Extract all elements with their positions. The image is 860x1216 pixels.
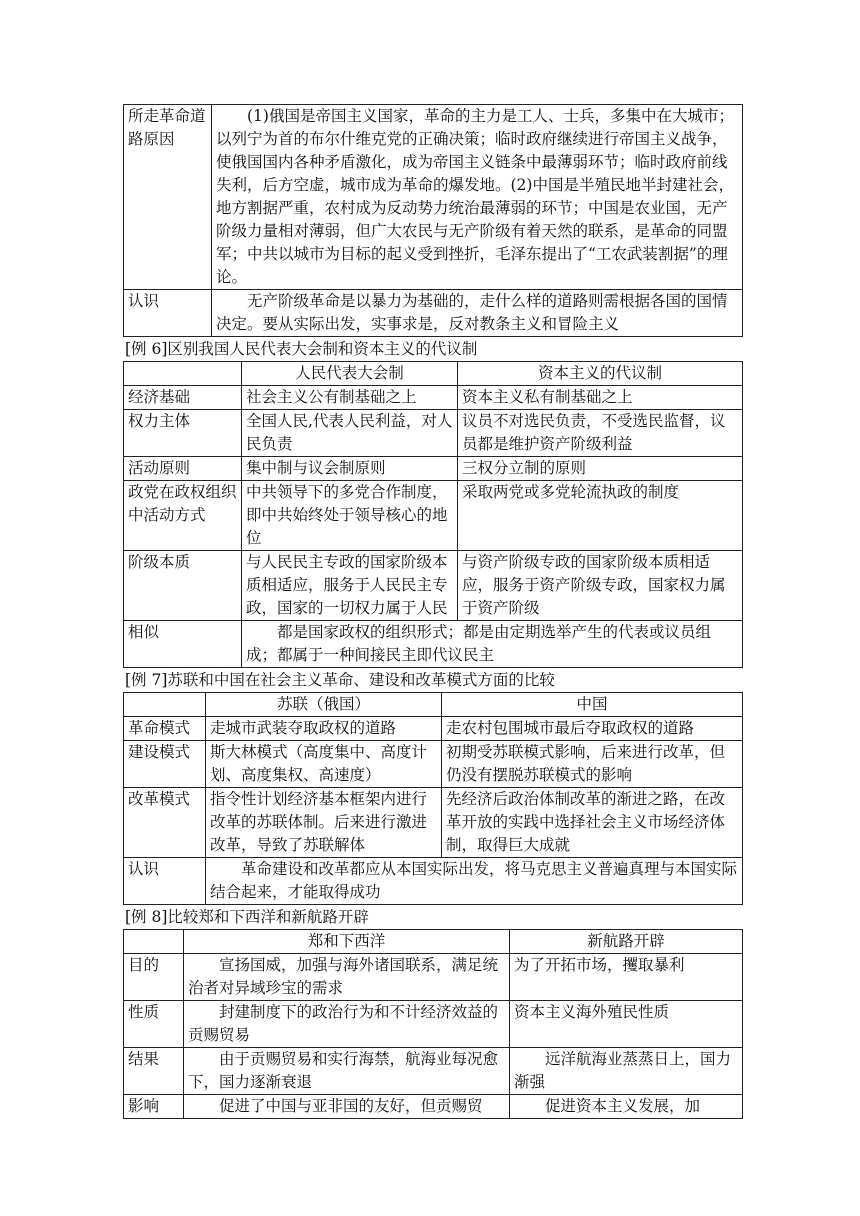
cell: 初期受苏联模式影响，后来进行改革，但仍没有摆脱苏联模式的影响 <box>442 741 743 788</box>
cell: 促进了中国与亚非国的友好，但贡赐贸 <box>184 1095 510 1119</box>
cell: 远洋航海业蒸蒸日上，国力渐强 <box>510 1048 743 1095</box>
cell: 采取两党或多党轮流执政的制度 <box>458 481 743 551</box>
table-row <box>124 386 743 410</box>
table-row <box>124 858 743 905</box>
header-cell <box>124 930 184 954</box>
cell: 促进资本主义发展，加 <box>510 1095 743 1119</box>
example-8-table <box>123 929 743 1119</box>
row-label: 目的 <box>124 954 184 1001</box>
cell: 先经济后政治体制改革的渐进之路，在改革开放的实践中选择社会主义市场经济体制，取得巨大成就 <box>442 788 743 858</box>
table-row <box>124 410 743 457</box>
table-row <box>124 105 743 290</box>
cell: 宣扬国威，加强与海外诸国联系，满足统治者对异域珍宝的需求 <box>184 954 510 1001</box>
table-row <box>124 1001 743 1048</box>
row-label: 性质 <box>124 1001 184 1048</box>
table-row <box>124 481 743 551</box>
cell: 革命建设和改革都应从本国实际出发，将马克思主义普遍真理与本国实际结合起来，才能取得成功 <box>206 858 743 905</box>
header-cell: 中国 <box>442 693 743 717</box>
table-row <box>124 551 743 621</box>
header-cell: 新航路开辟 <box>510 930 743 954</box>
cell: 与资产阶级专政的国家阶级本质相适应，服务于资产阶级专政，国家权力属于资产阶级 <box>458 551 743 621</box>
table-row <box>124 290 743 337</box>
row-label: 认识 <box>124 858 206 905</box>
row-label: 相似 <box>124 621 242 668</box>
table-row <box>124 457 743 481</box>
cell: 集中制与议会制原则 <box>242 457 458 481</box>
document-page <box>123 104 743 1119</box>
cell: 走城市武装夺取政权的道路 <box>206 717 442 741</box>
header-cell: 人民代表大会制 <box>242 362 458 386</box>
row-label: 权力主体 <box>124 410 242 457</box>
table-row <box>124 1048 743 1095</box>
cell: 全国人民,代表人民利益，对人民负责 <box>242 410 458 457</box>
header-cell: 资本主义的代议制 <box>458 362 743 386</box>
row-label: 阶级本质 <box>124 551 242 621</box>
table-row <box>124 621 743 668</box>
row-label: 认识 <box>124 290 212 337</box>
example-7-caption: [例 7]苏联和中国在社会主义革命、建设和改革模式方面的比较 <box>125 671 555 689</box>
cell: 三权分立制的原则 <box>458 457 743 481</box>
header-cell <box>124 693 206 717</box>
table-row <box>124 788 743 858</box>
table-row <box>124 741 743 788</box>
row-label: 政党在政权组织中活动方式 <box>124 481 242 551</box>
table-row <box>124 954 743 1001</box>
table-header-row <box>124 930 743 954</box>
cell: 议员不对选民负责，不受选民监督，议员都是维护资产阶级利益 <box>458 410 743 457</box>
cell: 封建制度下的政治行为和不计经济效益的贡赐贸易 <box>184 1001 510 1048</box>
header-cell: 苏联（俄国） <box>206 693 442 717</box>
row-label: 改革模式 <box>124 788 206 858</box>
cell: 与人民民主专政的国家阶级本质相适应，服务于人民民主专政，国家的一切权力属于人民 <box>242 551 458 621</box>
example-8-caption: [例 8]比较郑和下西洋和新航路开辟 <box>125 908 369 926</box>
cell: 资本主义海外殖民性质 <box>510 1001 743 1048</box>
revolution-path-table <box>123 104 743 337</box>
example-6-table <box>123 361 743 668</box>
row-label: 结果 <box>124 1048 184 1095</box>
row-label: 所走革命道路原因 <box>124 105 212 290</box>
row-label: 影响 <box>124 1095 184 1119</box>
cell: 由于贡赐贸易和实行海禁，航海业每况愈下，国力逐渐衰退 <box>184 1048 510 1095</box>
row-content: (1)俄国是帝国主义国家，革命的主力是工人、士兵，多集中在大城市；以列宁为首的布尔什维克党的正确决策；临时政府继续进行帝国主义战争，使俄国国内各种矛盾激化，成为帝国主义链条中最薄弱环节；临时政府前线失利，后方空虚，城市成为革命的爆发地。(2)中国是半殖民地半封建社会，地方割据严重，农村成为反动势力统治最薄弱的环节；中国是农业国，无产阶级力量相对薄弱，但广大农民与无产阶级有着天然的联系，是革命的同盟军；中共以城市为目标的起义受到挫折，毛泽东提出了“工农武装割据”的理论。 <box>212 105 743 290</box>
example-6-caption: [例 6]区别我国人民代表大会制和资本主义的代议制 <box>125 340 478 358</box>
table-header-row <box>124 362 743 386</box>
example-7-table <box>123 692 743 905</box>
cell: 中共领导下的多党合作制度，即中共始终处于领导核心的地位 <box>242 481 458 551</box>
cell: 为了开拓市场，攫取暴利 <box>510 954 743 1001</box>
row-label: 经济基础 <box>124 386 242 410</box>
row-content: 无产阶级革命是以暴力为基础的，走什么样的道路则需根据各国的国情决定。要从实际出发，实事求是，反对教条主义和冒险主义 <box>212 290 743 337</box>
cell: 斯大林模式（高度集中、高度计划、高度集权、高速度） <box>206 741 442 788</box>
header-cell: 郑和下西洋 <box>184 930 510 954</box>
row-label: 活动原则 <box>124 457 242 481</box>
table-row <box>124 1095 743 1119</box>
header-cell <box>124 362 242 386</box>
table-header-row <box>124 693 743 717</box>
row-label: 建设模式 <box>124 741 206 788</box>
row-label: 革命模式 <box>124 717 206 741</box>
cell: 社会主义公有制基础之上 <box>242 386 458 410</box>
table-row <box>124 717 743 741</box>
cell: 资本主义私有制基础之上 <box>458 386 743 410</box>
cell: 指令性计划经济基本框架内进行改革的苏联体制。后来进行激进改革，导致了苏联解体 <box>206 788 442 858</box>
cell: 走农村包围城市最后夺取政权的道路 <box>442 717 743 741</box>
cell: 都是国家政权的组织形式；都是由定期选举产生的代表或议员组成；都属于一种间接民主即代议民主 <box>242 621 743 668</box>
